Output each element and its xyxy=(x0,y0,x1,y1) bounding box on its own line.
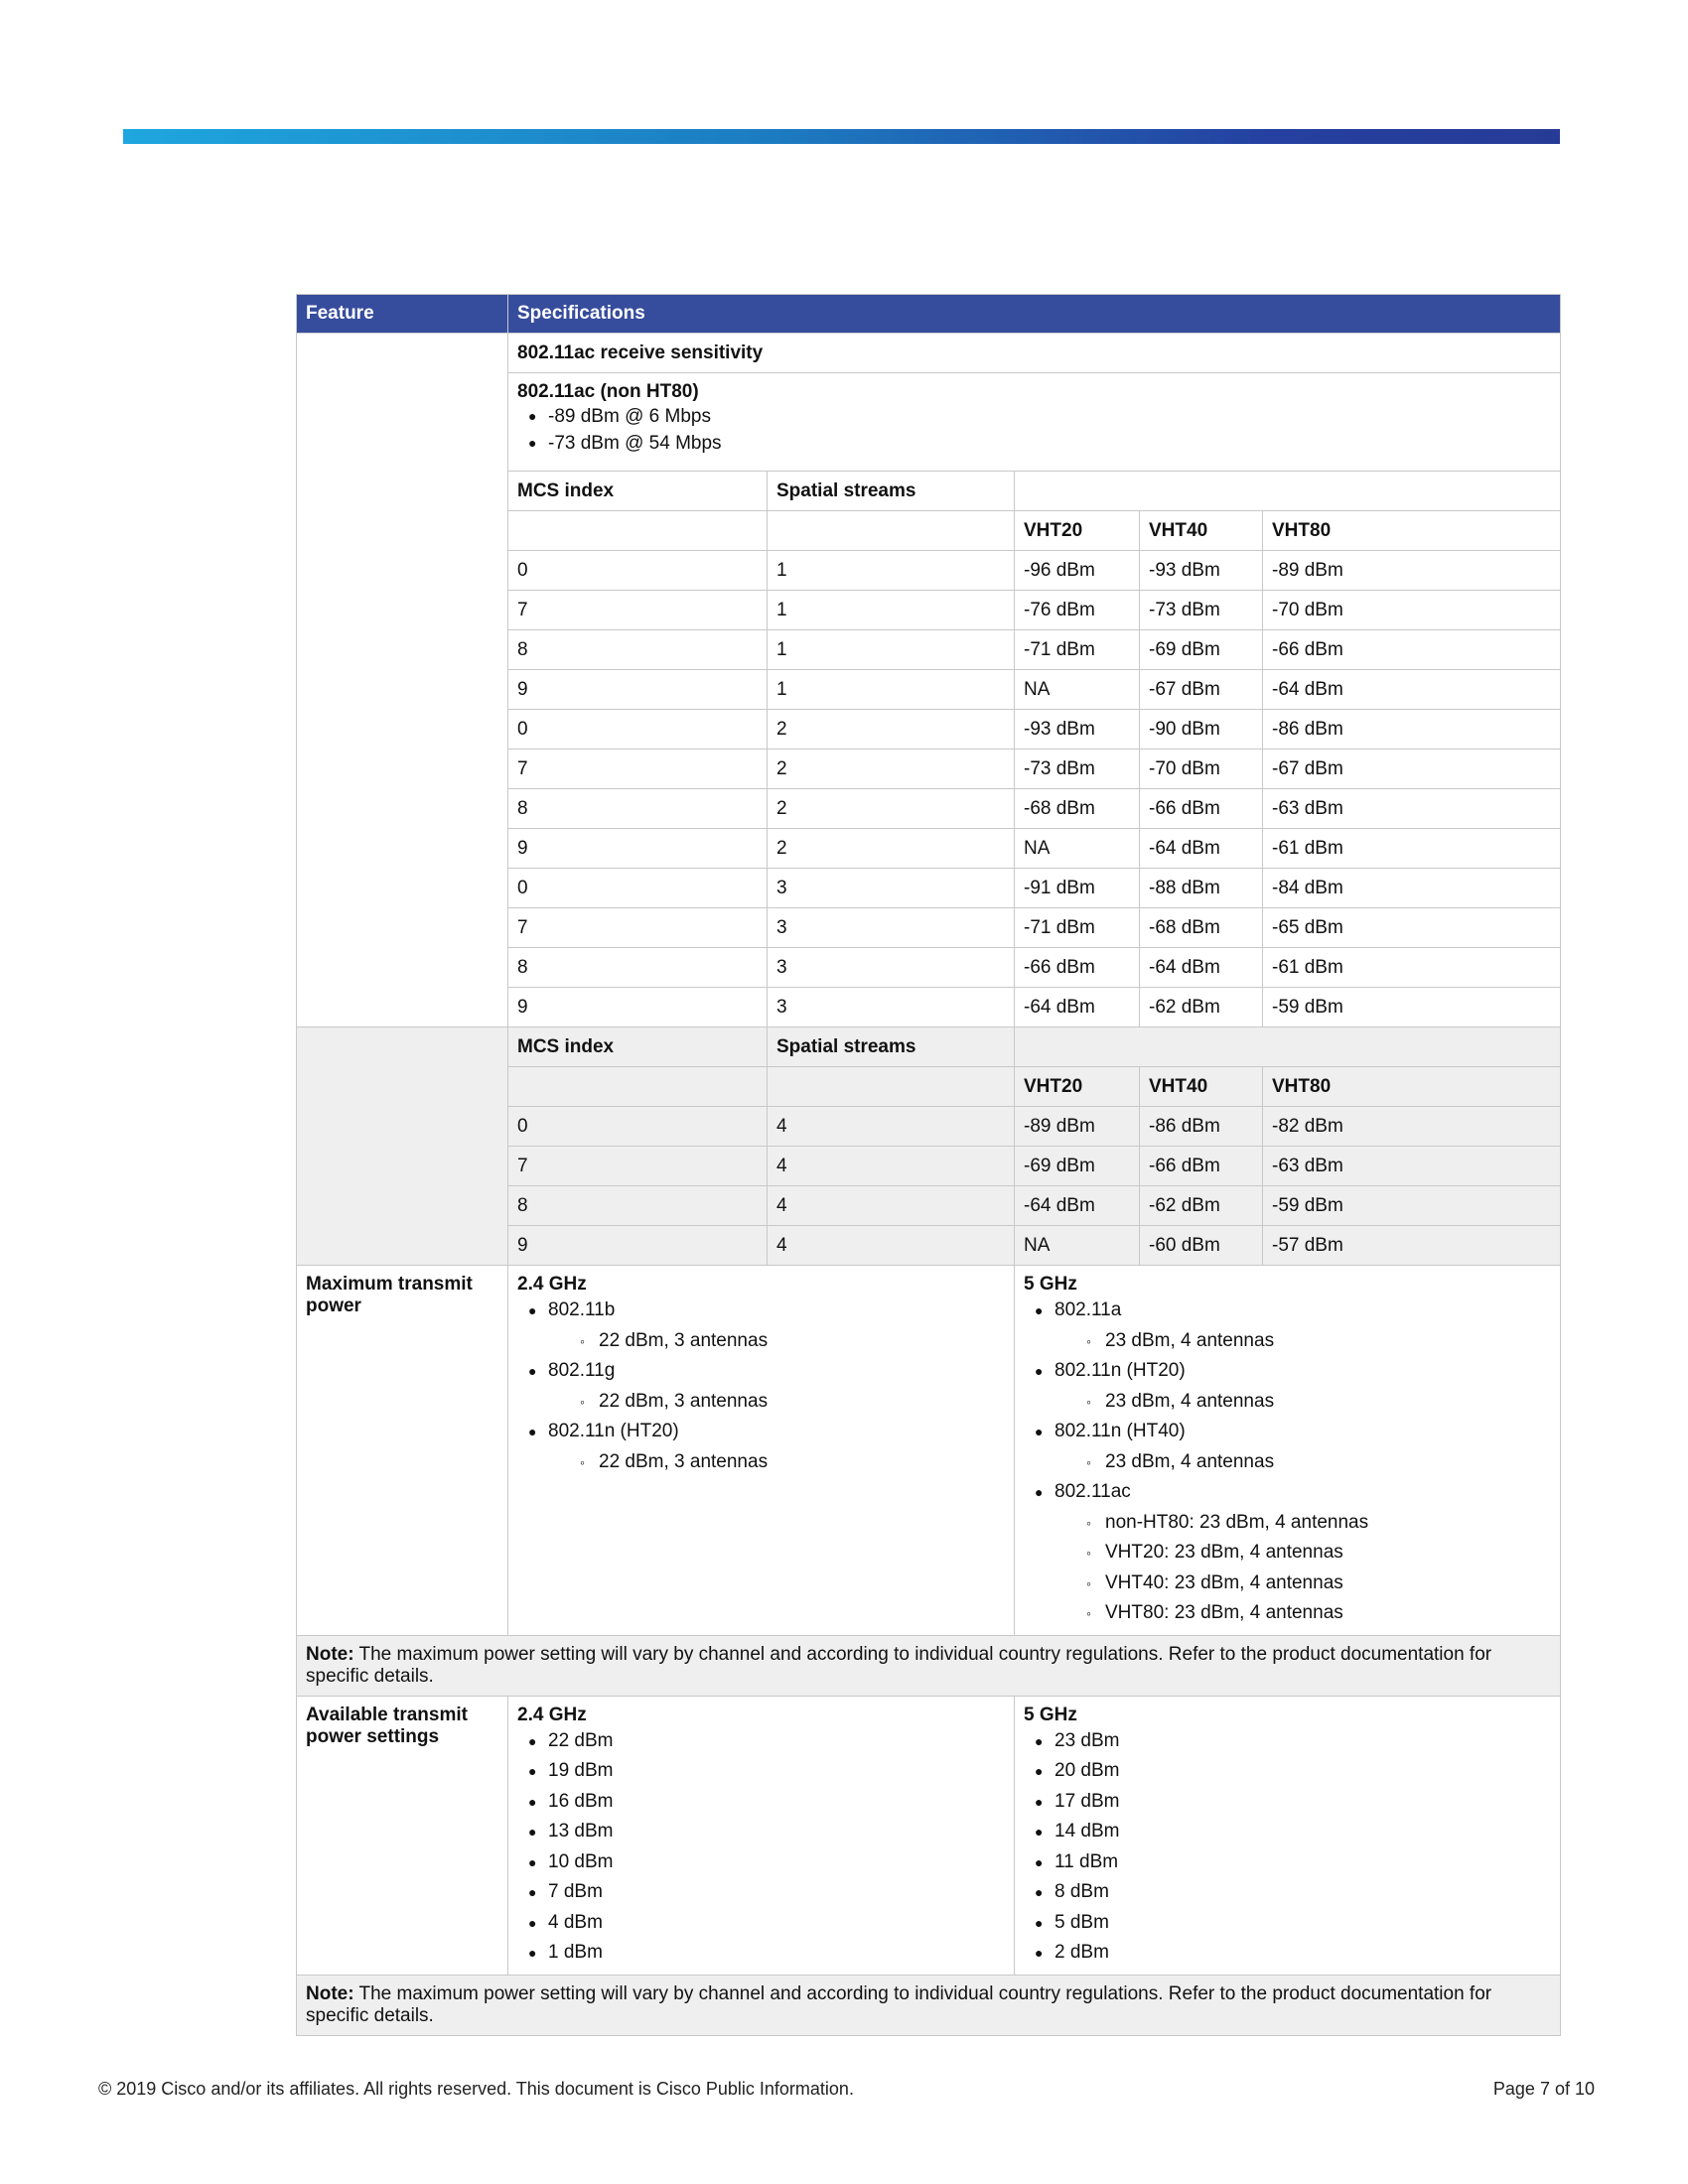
subheader-empty xyxy=(1015,1027,1561,1067)
mcs-index-cell: 8 xyxy=(508,789,768,829)
vht40-cell: -60 dBm xyxy=(1140,1226,1263,1266)
vht80-cell: -64 dBm xyxy=(1263,670,1561,710)
table-header-row xyxy=(297,295,1561,334)
vht80-cell: -61 dBm xyxy=(1263,829,1561,869)
mcs-index-cell: 7 xyxy=(508,591,768,630)
sub-list xyxy=(1055,1387,1551,1418)
vht80-cell: -59 dBm xyxy=(1263,1186,1561,1226)
vht20-cell: -64 dBm xyxy=(1015,1186,1140,1226)
mcs-index-cell: 7 xyxy=(508,750,768,789)
sub-list-item: ◦ 23 dBm, 4 antennas xyxy=(1055,1387,1551,1418)
vht40-cell: -88 dBm xyxy=(1140,869,1263,908)
vht20-cell: NA xyxy=(1015,829,1140,869)
vht-header-blank xyxy=(508,511,768,551)
sub-list xyxy=(548,1326,1005,1357)
vht40-header: VHT40 xyxy=(1140,1067,1263,1107)
avail-power-5ghz xyxy=(1015,1696,1561,1975)
list-item: ● 10 dBm xyxy=(517,1847,1005,1878)
spatial-streams-cell: 3 xyxy=(768,869,1015,908)
vht80-cell: -86 dBm xyxy=(1263,710,1561,750)
non-ht80-block xyxy=(508,373,1561,472)
spatial-streams-cell: 3 xyxy=(768,908,1015,948)
footer-page-number: Page 7 of 10 xyxy=(1492,2079,1595,2099)
feature-cell-empty xyxy=(297,334,508,1027)
vht20-cell: -68 dBm xyxy=(1015,789,1140,829)
vht40-cell: -70 dBm xyxy=(1140,750,1263,789)
vht20-cell: -89 dBm xyxy=(1015,1107,1140,1147)
spec-table xyxy=(296,294,1561,2036)
vht80-header: VHT80 xyxy=(1263,1067,1561,1107)
list-item: ● 1 dBm xyxy=(517,1938,1005,1969)
column-header-specifications: Specifications xyxy=(508,295,1561,334)
vht40-cell: -62 dBm xyxy=(1140,1186,1263,1226)
spatial-streams-cell: 3 xyxy=(768,988,1015,1027)
list-item xyxy=(1024,1356,1551,1417)
vht20-cell: -91 dBm xyxy=(1015,869,1140,908)
avail-power-row xyxy=(297,1696,1561,1975)
sub-list-item: ◦ 22 dBm, 3 antennas xyxy=(548,1326,1005,1357)
mcs-index-cell: 8 xyxy=(508,630,768,670)
vht40-cell: -68 dBm xyxy=(1140,908,1263,948)
vht80-cell: -63 dBm xyxy=(1263,1147,1561,1186)
standard-label: 802.11n (HT20) xyxy=(548,1421,679,1441)
list-item: ● 16 dBm xyxy=(517,1787,1005,1818)
avail-power-24ghz xyxy=(508,1696,1015,1975)
note-label: Note: xyxy=(306,1982,354,2004)
avail-power-5ghz-list xyxy=(1024,1726,1551,1969)
band-24ghz-title: 2.4 GHz xyxy=(517,1274,587,1295)
note-text: The maximum power setting will vary by channel and according to individual country regulations. Refer to the product documentation for specific details. xyxy=(306,1982,1492,2026)
sub-list-item: ◦ VHT80: 23 dBm, 4 antennas xyxy=(1055,1598,1551,1629)
column-header-feature: Feature xyxy=(297,295,508,334)
section-title: 802.11ac receive sensitivity xyxy=(508,334,1561,373)
mcs-index-cell: 8 xyxy=(508,1186,768,1226)
list-item xyxy=(517,1417,1005,1477)
vht40-cell: -64 dBm xyxy=(1140,829,1263,869)
max-power-24ghz xyxy=(508,1266,1015,1636)
standard-label: 802.11n (HT20) xyxy=(1055,1360,1186,1381)
vht20-cell: NA xyxy=(1015,1226,1140,1266)
list-item: ● 8 dBm xyxy=(1024,1877,1551,1908)
mcs-index-cell: 8 xyxy=(508,948,768,988)
vht40-cell: -86 dBm xyxy=(1140,1107,1263,1147)
band-5ghz-title: 5 GHz xyxy=(1024,1704,1077,1725)
subheader-row xyxy=(297,1027,1561,1067)
vht40-header: VHT40 xyxy=(1140,511,1263,551)
vht20-cell: -76 dBm xyxy=(1015,591,1140,630)
mcs-index-cell: 0 xyxy=(508,551,768,591)
spatial-streams-cell: 2 xyxy=(768,750,1015,789)
list-item: ● 20 dBm xyxy=(1024,1756,1551,1787)
standard-label: 802.11g xyxy=(548,1360,616,1381)
mcs-index-cell: 9 xyxy=(508,1226,768,1266)
band-24ghz-title: 2.4 GHz xyxy=(517,1704,587,1725)
subheader-empty xyxy=(1015,472,1561,511)
vht-header-blank xyxy=(768,511,1015,551)
max-power-24ghz-list xyxy=(517,1296,1005,1477)
sub-list-item: ◦ VHT40: 23 dBm, 4 antennas xyxy=(1055,1569,1551,1599)
vht80-cell: -84 dBm xyxy=(1263,869,1561,908)
list-item xyxy=(517,1296,1005,1356)
max-power-feature: Maximum transmit power xyxy=(297,1266,508,1636)
list-item: ● 4 dBm xyxy=(517,1908,1005,1939)
max-power-5ghz-list xyxy=(1024,1296,1551,1629)
vht80-cell: -61 dBm xyxy=(1263,948,1561,988)
list-item: ● 23 dBm xyxy=(1024,1726,1551,1757)
vht20-cell: -96 dBm xyxy=(1015,551,1140,591)
list-item: ● 19 dBm xyxy=(517,1756,1005,1787)
spatial-streams-cell: 2 xyxy=(768,710,1015,750)
mcs-index-cell: 7 xyxy=(508,908,768,948)
note-text: The maximum power setting will vary by channel and according to individual country regulations. Refer to the product documentation for specific details. xyxy=(306,1643,1492,1687)
sub-list-item: ◦ 22 dBm, 3 antennas xyxy=(548,1387,1005,1418)
list-item: ● -89 dBm @ 6 Mbps xyxy=(517,403,1551,430)
sub-list xyxy=(548,1447,1005,1478)
list-item xyxy=(1024,1296,1551,1356)
list-item: ● 22 dBm xyxy=(517,1726,1005,1757)
standard-label: 802.11ac xyxy=(1055,1481,1131,1502)
sub-list-item: ◦ non-HT80: 23 dBm, 4 antennas xyxy=(1055,1508,1551,1539)
vht80-cell: -70 dBm xyxy=(1263,591,1561,630)
vht40-cell: -66 dBm xyxy=(1140,789,1263,829)
vht20-cell: -64 dBm xyxy=(1015,988,1140,1027)
vht80-cell: -82 dBm xyxy=(1263,1107,1561,1147)
subheader-streams: Spatial streams xyxy=(768,472,1015,511)
spatial-streams-cell: 4 xyxy=(768,1107,1015,1147)
spatial-streams-cell: 4 xyxy=(768,1147,1015,1186)
vht20-cell: -66 dBm xyxy=(1015,948,1140,988)
vht20-cell: -93 dBm xyxy=(1015,710,1140,750)
footer-copyright: © 2019 Cisco and/or its affiliates. All rights reserved. This document is Cisco Public Information. xyxy=(98,2079,854,2099)
mcs-index-cell: 0 xyxy=(508,710,768,750)
list-item: ● 17 dBm xyxy=(1024,1787,1551,1818)
avail-power-feature: Available transmit power settings xyxy=(297,1696,508,1975)
vht20-cell: -71 dBm xyxy=(1015,630,1140,670)
sub-list-item: ◦ 23 dBm, 4 antennas xyxy=(1055,1447,1551,1478)
max-power-5ghz xyxy=(1015,1266,1561,1636)
vht40-cell: -69 dBm xyxy=(1140,630,1263,670)
spatial-streams-cell: 1 xyxy=(768,630,1015,670)
vht80-cell: -67 dBm xyxy=(1263,750,1561,789)
list-item xyxy=(1024,1417,1551,1477)
vht40-cell: -62 dBm xyxy=(1140,988,1263,1027)
section-title-row xyxy=(297,334,1561,373)
vht40-cell: -90 dBm xyxy=(1140,710,1263,750)
vht20-cell: -73 dBm xyxy=(1015,750,1140,789)
sub-list xyxy=(1055,1447,1551,1478)
mcs-index-cell: 0 xyxy=(508,869,768,908)
vht80-cell: -57 dBm xyxy=(1263,1226,1561,1266)
mcs-index-cell: 7 xyxy=(508,1147,768,1186)
vht40-cell: -64 dBm xyxy=(1140,948,1263,988)
vht-header-blank xyxy=(508,1067,768,1107)
list-item: ● 13 dBm xyxy=(517,1817,1005,1847)
spatial-streams-cell: 2 xyxy=(768,829,1015,869)
spatial-streams-cell: 1 xyxy=(768,591,1015,630)
standard-label: 802.11n (HT40) xyxy=(1055,1421,1186,1441)
standard-label: 802.11b xyxy=(548,1299,616,1320)
list-item: ● 11 dBm xyxy=(1024,1847,1551,1878)
vht40-cell: -73 dBm xyxy=(1140,591,1263,630)
non-ht80-title: 802.11ac (non HT80) xyxy=(517,381,699,402)
list-item: ● 2 dBm xyxy=(1024,1938,1551,1969)
subheader-mcs: MCS index xyxy=(508,472,768,511)
vht80-header: VHT80 xyxy=(1263,511,1561,551)
band-5ghz-title: 5 GHz xyxy=(1024,1274,1077,1295)
vht40-cell: -93 dBm xyxy=(1140,551,1263,591)
mcs-index-cell: 9 xyxy=(508,829,768,869)
list-item xyxy=(517,1356,1005,1417)
vht80-cell: -66 dBm xyxy=(1263,630,1561,670)
sub-list-item: ◦ VHT20: 23 dBm, 4 antennas xyxy=(1055,1538,1551,1569)
spatial-streams-cell: 4 xyxy=(768,1186,1015,1226)
list-item xyxy=(1024,1477,1551,1629)
sub-list-item: ◦ 22 dBm, 3 antennas xyxy=(548,1447,1005,1478)
vht20-header: VHT20 xyxy=(1015,511,1140,551)
vht80-cell: -89 dBm xyxy=(1263,551,1561,591)
non-ht80-list xyxy=(517,403,1551,457)
mcs-index-cell: 9 xyxy=(508,670,768,710)
standard-label: 802.11a xyxy=(1055,1299,1122,1320)
vht80-cell: -63 dBm xyxy=(1263,789,1561,829)
note-row xyxy=(297,1975,1561,2035)
subheader-streams: Spatial streams xyxy=(768,1027,1015,1067)
list-item: ● 5 dBm xyxy=(1024,1908,1551,1939)
subheader-mcs: MCS index xyxy=(508,1027,768,1067)
spatial-streams-cell: 2 xyxy=(768,789,1015,829)
note-label: Note: xyxy=(306,1643,354,1665)
vht80-cell: -59 dBm xyxy=(1263,988,1561,1027)
note xyxy=(297,1975,1561,2035)
vht20-cell: -69 dBm xyxy=(1015,1147,1140,1186)
note xyxy=(297,1635,1561,1696)
vht40-cell: -66 dBm xyxy=(1140,1147,1263,1186)
mcs-index-cell: 0 xyxy=(508,1107,768,1147)
vht80-cell: -65 dBm xyxy=(1263,908,1561,948)
list-item: ● 14 dBm xyxy=(1024,1817,1551,1847)
avail-power-24ghz-list xyxy=(517,1726,1005,1969)
spatial-streams-cell: 1 xyxy=(768,670,1015,710)
mcs-index-cell: 9 xyxy=(508,988,768,1027)
sub-list xyxy=(548,1387,1005,1418)
sub-list xyxy=(1055,1326,1551,1357)
spatial-streams-cell: 3 xyxy=(768,948,1015,988)
feature-cell-empty xyxy=(297,1027,508,1266)
spatial-streams-cell: 1 xyxy=(768,551,1015,591)
note-row xyxy=(297,1635,1561,1696)
list-item: ● -73 dBm @ 54 Mbps xyxy=(517,430,1551,457)
vht20-cell: -71 dBm xyxy=(1015,908,1140,948)
sub-list-item: ◦ 23 dBm, 4 antennas xyxy=(1055,1326,1551,1357)
spatial-streams-cell: 4 xyxy=(768,1226,1015,1266)
vht20-header: VHT20 xyxy=(1015,1067,1140,1107)
max-power-row xyxy=(297,1266,1561,1636)
vht-header-blank xyxy=(768,1067,1015,1107)
header-accent-bar xyxy=(123,129,1560,144)
list-item: ● 7 dBm xyxy=(517,1877,1005,1908)
sub-list xyxy=(1055,1508,1551,1629)
vht40-cell: -67 dBm xyxy=(1140,670,1263,710)
vht20-cell: NA xyxy=(1015,670,1140,710)
